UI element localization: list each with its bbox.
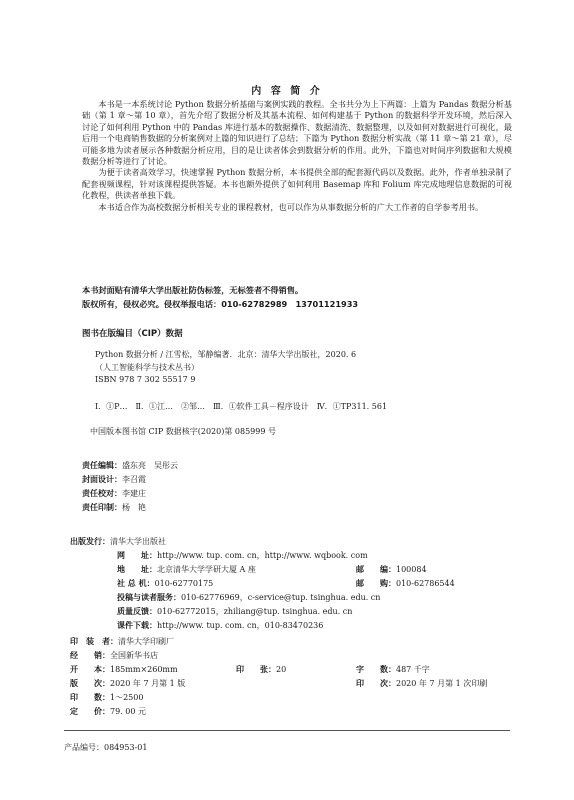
publisher-switchboard-row: [117, 578, 213, 589]
distributor-row: [70, 650, 158, 661]
cip-heading: 图书在版编目（CIP）数据: [82, 329, 183, 339]
publisher-service: 010-62776969，c-service@tup. tsinghua. edu. cn: [181, 593, 381, 602]
price-value: 79. 00 元: [110, 707, 146, 716]
credit-value: 李建庄: [122, 489, 146, 498]
publisher-service-row: [117, 592, 380, 603]
publisher-mail-row: [356, 578, 455, 589]
publisher-address: 北京清华大学学研大厦 A 座: [157, 565, 256, 574]
impression-row: [356, 678, 487, 689]
intro-paragraph: 为便于读者高效学习，快速掌握 Python 数据分析，本书提供全部的配套源代码以及数据。此外，作者单独录制了配套视频课程，针对该课程提供答疑。本书也额外提供了如何利用 Basemap 库和 Folium 库完成地理信息数据的可视化教程，供读者单独下载。: [82, 167, 512, 201]
zip-label: 邮 编：: [356, 565, 396, 574]
printer-row: [70, 636, 174, 647]
product-code: 084953-01: [104, 743, 148, 752]
credit-label: 封面设计：: [82, 475, 122, 484]
cip-number: 中国版本图书馆 CIP 数据核字(2020)第 085999 号: [90, 427, 276, 436]
words-row: [356, 664, 430, 675]
credit-cover: [82, 474, 146, 485]
publisher-web: http://www. tup. com. cn，http://www. wqbook. com: [157, 551, 368, 560]
publisher-courseware: http://www. tup. com. cn，010-83470236: [157, 621, 324, 630]
impression-label: 印 次：: [356, 679, 396, 688]
printer-label: 印 装 者：: [70, 637, 118, 646]
publisher-quality-row: [117, 606, 352, 617]
switchboard-label: 社 总 机：: [117, 579, 155, 588]
credit-value: 杨 艳: [122, 503, 146, 512]
format-label: 开 本：: [70, 665, 110, 674]
credit-proofreader: [82, 488, 146, 499]
sheets-row: [236, 664, 286, 675]
credit-label: 责任印制：: [82, 503, 122, 512]
cip-entry: Python 数据分析 / 江雪松，邹静编著．北京：清华大学出版社，2020. 6: [95, 350, 357, 359]
quality-label: 质量反馈：: [117, 607, 157, 616]
distributor-name: 全国新华书店: [110, 651, 158, 660]
words-label: 字 数：: [356, 665, 396, 674]
publisher-zip: 100084: [396, 565, 427, 574]
publisher-name: 清华大学出版社: [110, 537, 166, 546]
cip-classification: Ⅰ．①P… Ⅱ．①江… ②邹… Ⅲ．①软件工具－程序设计 Ⅳ．①TP311. 561: [95, 402, 388, 411]
publisher-quality: 010-62772015，zhiliang@tup. tsinghua. edu. cn: [157, 607, 353, 616]
publisher-address-row: [117, 564, 256, 575]
format-row: [70, 664, 178, 675]
publisher-row: [70, 536, 166, 547]
publisher-zip-row: [356, 564, 427, 575]
edition-label: 版 次：: [70, 679, 110, 688]
impression-value: 2020 年 7 月第 1 次印刷: [396, 679, 488, 688]
publisher-mail: 010-62786544: [396, 579, 455, 588]
product-code-row: [64, 742, 147, 753]
courseware-label: 课件下载：: [117, 621, 157, 630]
cip-series: （人工智能科学与技术丛书）: [95, 363, 199, 372]
credit-value: 盛东亮 吴彤云: [122, 461, 178, 470]
publisher-switchboard: 010-62770175: [154, 579, 214, 588]
print-run-row: [70, 692, 143, 703]
sheets-label: 印 张：: [236, 665, 276, 674]
product-code-label: 产品编号：: [64, 743, 104, 752]
address-label: 地 址：: [117, 565, 157, 574]
service-label: 投稿与读者服务：: [117, 593, 181, 602]
credit-label: 责任校对：: [82, 489, 122, 498]
edition-value: 2020 年 7 月第 1 版: [110, 679, 186, 688]
edition-row: [70, 678, 185, 689]
intro-paragraph: 本书适合作为高校数据分析相关专业的课程教材，也可以作为从事数据分析的广大工作者的自学参考用书。: [98, 201, 484, 212]
credit-editor: [82, 460, 178, 471]
format-value: 185mm×260mm: [110, 665, 178, 674]
print-run-value: 1～2500: [110, 693, 144, 702]
distributor-label: 经 销：: [70, 651, 110, 660]
intro-body: [82, 99, 512, 213]
intro-paragraph: 本书是一本系统讨论 Python 数据分析基础与案例实践的教程。全书共分为上下两篇：上篇为 Pandas 数据分析基础（第 1 章～第 10 章），首先介绍了数据分析及其基本流程、如何构建基于 Python 的数据科学开发环境，然后深入讨论了如何利用 Python 中的 Pandas 库进行基本的数据操作、数据清洗、数据整理，以及如何对数据进行可视化，最后用一个电商销售数据的分析案例对上篇的知识进行了总结；下篇为 Python 数据分析实战（第 11 章～第 21 章），尽可能多地为读者展示各种数据分析应用，目的是让读者体会到数据分析的作用。此外，下篇也对时间序列数据和大规模数据分析等进行了讨论。: [82, 99, 512, 167]
credit-label: 责任编辑：: [82, 461, 122, 470]
intro-title: 内 容 简 介: [251, 86, 323, 97]
anti-counterfeit-notice: 本书封面贴有清华大学出版社防伪标签，无标签者不得销售。: [82, 285, 304, 295]
credit-printing: [82, 502, 146, 513]
print-run-label: 印 数：: [70, 693, 110, 702]
printer-name: 清华大学印刷厂: [118, 637, 174, 646]
web-label: 网 址：: [117, 551, 157, 560]
price-row: [70, 706, 146, 717]
copyright-notice: 版权所有，侵权必究。侵权举报电话：010-62782989 13701121933: [82, 299, 359, 309]
credit-value: 李召霞: [122, 475, 146, 484]
mail-label: 邮 购：: [356, 579, 396, 588]
words-value: 487 千字: [396, 665, 430, 674]
publisher-web-row: [117, 550, 368, 561]
cip-isbn: ISBN 978 7 302 55517 9: [95, 375, 196, 384]
divider: [64, 730, 510, 731]
price-label: 定 价：: [70, 707, 110, 716]
sheets-value: 20: [276, 665, 287, 674]
publisher-label: 出版发行：: [70, 537, 110, 546]
publisher-courseware-row: [117, 620, 323, 631]
